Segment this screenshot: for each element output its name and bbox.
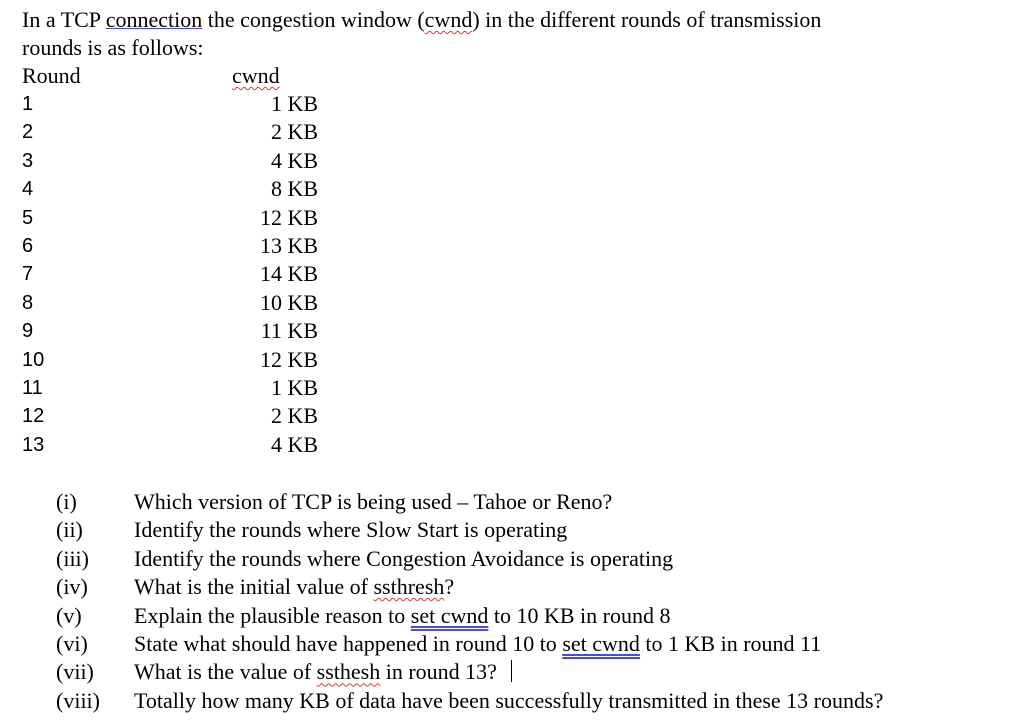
- round-number: 9: [22, 320, 34, 343]
- question-number: (iii): [56, 545, 89, 571]
- cwnd-cell: [112, 317, 422, 345]
- question-fragment: ?: [444, 574, 455, 600]
- intro-paragraph: [22, 6, 1012, 62]
- question-item: [56, 545, 996, 573]
- document-body: [22, 6, 1012, 459]
- cwnd-value: 11 KB: [260, 318, 318, 344]
- table-row: [22, 204, 1012, 232]
- question-item: [56, 658, 996, 686]
- header-cwnd: cwnd: [232, 63, 280, 88]
- table-row: [22, 90, 1012, 118]
- cwnd-value: 2 KB: [270, 119, 318, 145]
- cwnd-value: 8 KB: [270, 176, 318, 202]
- cwnd-value: 12 KB: [259, 346, 318, 372]
- cwnd-cell: [112, 431, 422, 459]
- round-number: 11: [22, 376, 43, 399]
- question-item: [56, 573, 996, 601]
- question-text: [134, 630, 996, 658]
- table-row: [22, 431, 1012, 459]
- cwnd-cell: [112, 90, 422, 118]
- table-row: [22, 118, 1012, 146]
- table-row: [22, 317, 1012, 345]
- question-text: [134, 488, 996, 516]
- question-fragment: Identify the rounds where Congestion Avoidance is operating: [134, 545, 674, 571]
- intro-text-1: In a TCP: [22, 7, 106, 32]
- cwnd-value: 14 KB: [259, 261, 318, 287]
- intro-text-3: ) in the different rounds of transmission: [472, 7, 822, 32]
- table-row: [22, 402, 1012, 430]
- question-fragment: set cwnd: [562, 630, 640, 656]
- table-row: [22, 289, 1012, 317]
- cwnd-cell: [112, 260, 422, 288]
- question-fragment: Which version of TCP is being used – Tahoe or Reno?: [134, 489, 613, 514]
- question-text: [134, 602, 996, 630]
- round-number: 8: [22, 291, 34, 314]
- question-item: [56, 488, 996, 516]
- cwnd-value: 4 KB: [270, 147, 318, 173]
- table-row: [22, 374, 1012, 402]
- cwnd-value: 1 KB: [270, 91, 318, 116]
- round-number: 2: [22, 121, 34, 144]
- table-row: [22, 147, 1012, 175]
- text-cursor: [511, 660, 512, 682]
- question-fragment: to 1 KB in round 11: [639, 630, 822, 656]
- round-number: 3: [22, 149, 34, 172]
- question-fragment: Totally how many KB of data have been successfully transmitted in these 13 rounds?: [134, 687, 884, 713]
- question-fragment: ssthresh: [373, 574, 445, 600]
- question-text: [134, 658, 996, 686]
- cwnd-cell: [112, 232, 422, 260]
- question-fragment: State what should have happened in round 10 to: [134, 630, 563, 656]
- question-list: [56, 488, 996, 715]
- question-fragment: What is the value of: [134, 659, 317, 685]
- table-header: [22, 62, 1012, 90]
- round-number: 4: [22, 178, 34, 201]
- round-number: 10: [22, 348, 45, 371]
- cwnd-value: 10 KB: [259, 289, 318, 315]
- cwnd-value: 1 KB: [270, 374, 318, 400]
- question-text: [134, 516, 996, 544]
- round-number: 5: [22, 206, 34, 229]
- cwnd-cell: [112, 118, 422, 146]
- question-item: [56, 630, 996, 658]
- question-number: (ii): [56, 517, 83, 543]
- round-number: 13: [22, 433, 45, 456]
- question-number: (vi): [56, 630, 88, 656]
- question-fragment: Identify the rounds where Slow Start is operating: [134, 517, 568, 543]
- question-fragment: Explain the plausible reason to: [134, 602, 411, 628]
- cwnd-value: 4 KB: [270, 431, 318, 457]
- intro-cwnd-word: cwnd: [424, 7, 473, 32]
- cwnd-cell: [112, 289, 422, 317]
- cwnd-value: 13 KB: [259, 232, 318, 258]
- question-item: [56, 516, 996, 544]
- question-number: (vii): [56, 659, 94, 685]
- question-item: [56, 602, 996, 630]
- table-row: [22, 232, 1012, 260]
- question-fragment: to 10 KB in round 8: [488, 602, 671, 628]
- cwnd-cell: [112, 374, 422, 402]
- intro-text-2: the congestion window (: [202, 7, 425, 32]
- round-number: 7: [22, 263, 34, 286]
- question-fragment: set cwnd: [410, 602, 489, 628]
- table-row: [22, 260, 1012, 288]
- cwnd-cell: [112, 402, 422, 430]
- question-fragment: What is the initial value of: [134, 574, 374, 600]
- intro-line-2: rounds is as follows:: [22, 35, 204, 60]
- cwnd-cell: [112, 204, 422, 232]
- cwnd-cell: [112, 175, 422, 203]
- question-number: (iv): [56, 574, 88, 600]
- question-number: (i): [56, 489, 77, 514]
- round-number: 1: [22, 93, 34, 115]
- question-number: (v): [56, 602, 82, 628]
- question-fragment: in round 13?: [380, 659, 497, 685]
- question-text: [134, 573, 996, 601]
- question-text: [134, 545, 996, 573]
- round-number: 6: [22, 234, 34, 257]
- cwnd-value: 2 KB: [270, 403, 318, 429]
- round-number: 12: [22, 405, 45, 428]
- question-text: [134, 687, 996, 715]
- question-item: [56, 687, 996, 715]
- question-number: (viii): [56, 687, 100, 713]
- cwnd-value: 12 KB: [259, 204, 318, 230]
- cwnd-cell: [112, 147, 422, 175]
- table-row: [22, 346, 1012, 374]
- question-fragment: ssthesh: [316, 659, 381, 685]
- cwnd-cell: [112, 346, 422, 374]
- cwnd-table: [22, 90, 1012, 459]
- intro-connection-word: connection: [105, 7, 203, 32]
- table-row: [22, 175, 1012, 203]
- header-round: Round: [22, 63, 81, 88]
